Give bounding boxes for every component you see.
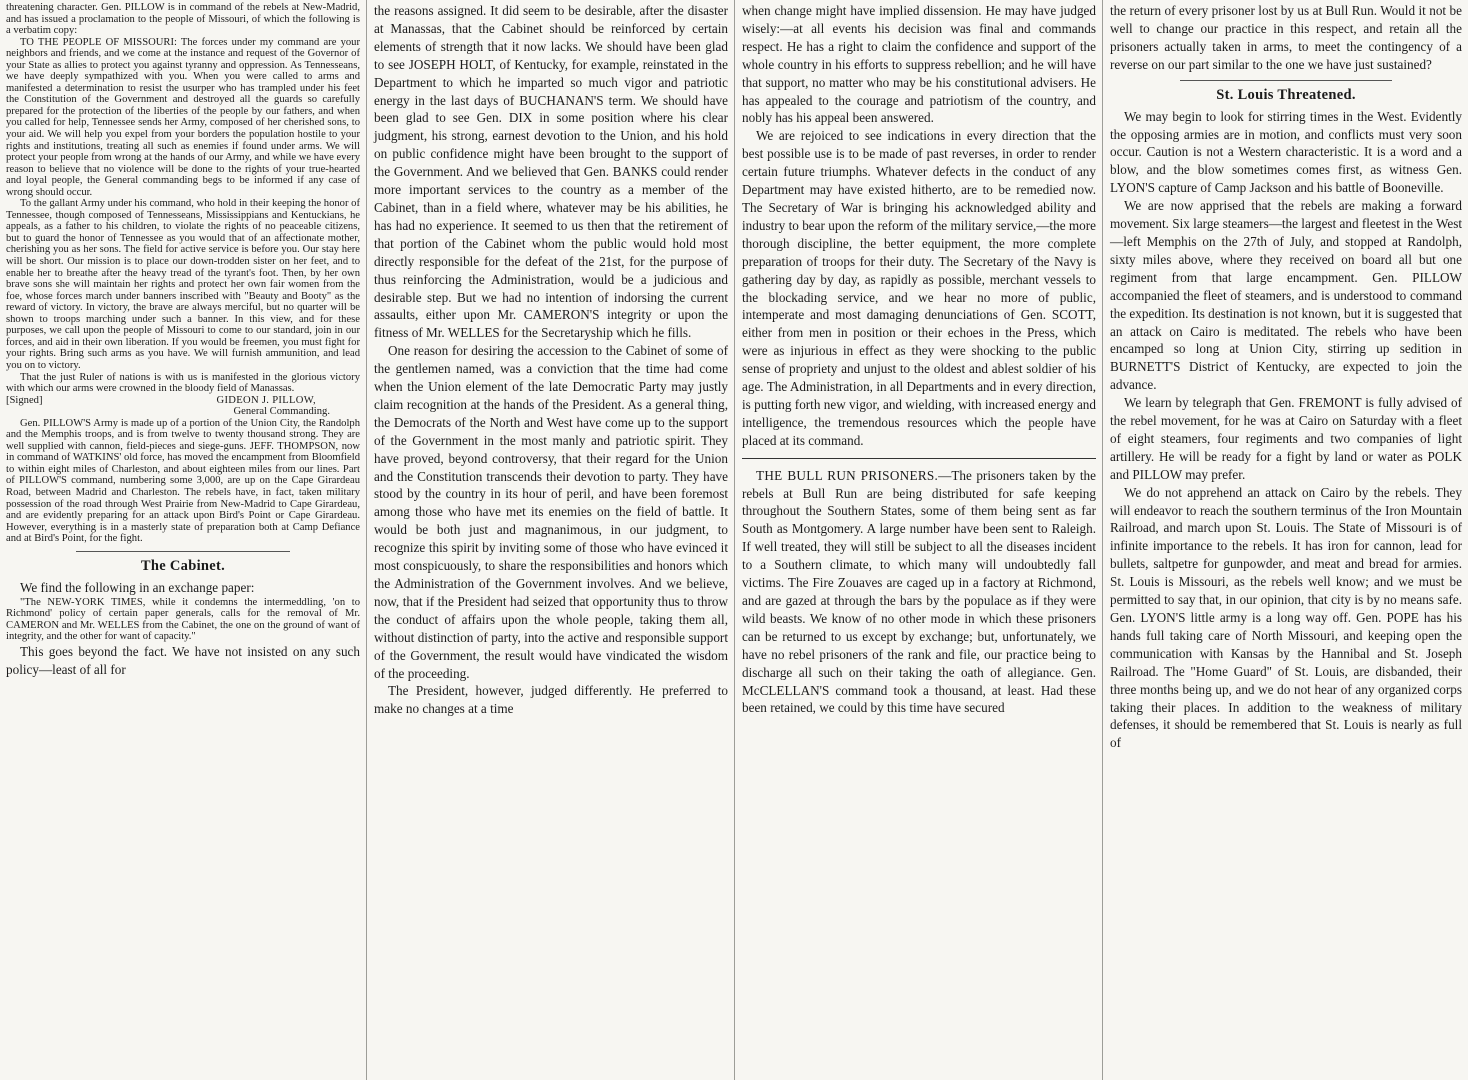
cabinet-continued-paragraph-1: the reasons assigned. It did seem to be desirable, after the disaster at Manassas, that the Cabinet should be reinforced by certain elements of strength that it now lacks. We should have been glad to see JOSEPH HOLT, of Kentucky, for example, reinstated in the Department to which he imparted so much vigor and patriotic energy in the last days of BUCHANAN'S term. We should have been glad to see Gen. DIX in some position where his clear judgment, his strong, earnest devotion to the Union, and his hold on public confidence might have been brought to the support of the Government. And we believed that Gen. BANKS could render more important services to the country as a member of the Cabinet, than in a field where, whatever may be his abilities, he has had no experience. It seemed to us then that the retirement of that portion of the Cabinet whom the public would hold most directly responsible for the defeat of the 21st, for the purpose of thus reinforcing the Administration, would be a judicious and desirable step. But we had no intention of indorsing the current assaults, either upon Mr. CAMERON'S integrity or upon the fitness of Mr. WELLES for the Secretaryship which he fills. [374,3,728,341]
st-louis-paragraph-4: We do not apprehend an attack on Cairo by the rebels. They will endeavor to reach the southern terminus of the Iron Mountain Railroad, and march upon St. Louis. The State of Missouri is of infinite importance to the rebels. It has iron for cannon, lead for bullets, saltpetre for gunpowder, and meat and bread for armies. St. Louis is Missouri, as the rebels well know; and we must be permitted to say that, in our opinion, that city is by no means safe. Gen. LYON'S little army is a long way off. Gen. POPE has his hands full taking care of North Missouri, and keeping open the communication with Kansas by the Hannibal and St. Joseph Railroad. The "Home Guard" of St. Louis, are disbanded, their three months being up, and we do not hear of any organized corps taking their places. In addition to the weakness of military defenses, it should be remembered that St. Louis is nearly as full of [1110,484,1462,751]
cabinet-heading: The Cabinet. [140,557,226,574]
cabinet-continued-paragraph-3: The President, however, judged differently. He preferred to make no changes at a time [374,683,728,717]
proclamation-paragraph-2: To the gallant Army under his command, who hold in their keeping the honor of Tennessee, though composed of Tennesseans, Mississippians and Kentuckians, he appeals, as a father to his children, to violate the rights of no peaceable citizens, but to guard the honor of Tennessee as you would that of an affectionate mother, cherishing you as her sons. The field for active service is before you. Our stay here will be short. Our mission is to place our down-trodden sister on her feet, and to enable her to breathe after the heavy tread of the tyrant's foot. Then, by her own brave sons she will maintain her rights and protect her own fair women from the foe, whose forces march under banners inscribed with "Beauty and Booty" as the reward of victory. In victory, the brave are always merciful, but no quarter will be shown to troops marching under such a banner. In this view, and for these purposes, we call upon the people of Missouri to come to our standard, join in our forces, and aid in their own liberation. If you would be freemen, you must fight for your rights. Bring such arms as you have. We will furnish ammunition, and lead you on to victory. [6,198,360,371]
proclamation-paragraph-1: TO THE PEOPLE OF MISSOURI: The forces under my command are your neighbors and friends, and we come at the instance and request of the Governor of your State as allies to protect you against tyranny and oppression. As Tennesseans, we have deeply sympathized with you. When you were called to arms and manifested a determination to resist the usurper who has trampled under his feet the Constitution of the Government and destroyed all the guards so carefully prepared for the protection of the liberties of the people by our fathers, and when you called for help, Tennessee sends her Army, composed of her cherished sons, to your aid. We will help you expel from your borders the population hostile to your rights and institutions, treating all such as enemies if found under arms. We will protect your people from wrong at the hands of our Army, and while we have every reason to believe that no violence will be done to the rights of your true-hearted and loyal people, the General commanding begs to be informed if any case of wrong should occur. [6,36,360,198]
column-3 [736,0,1102,1080]
st-louis-paragraph-1: We may begin to look for stirring times in the West. Evidently the opposing armies are in motion, and conflicts must very soon occur. Caution is not a Western characteristic. It is a word and a blow, and the blow sometimes comes first, as witness Gen. LYON'S capture of Camp Jackson and his battle of Booneville. [1110,108,1462,196]
bull-run-prisoners-lead: THE BULL RUN PRISONERS. [756,467,939,483]
intro-paragraph: threatening character. Gen. PILLOW is in command of the rebels at New-Madrid, and has issued a proclamation to the people of Missouri, of which the following is a verbatim copy: [6,2,360,37]
column-rule [366,0,367,1080]
column-rule [734,0,735,1080]
column-4 [1104,0,1468,1080]
cabinet-continued-paragraph-5: We are rejoiced to see indications in every direction that the best possible use is to be made of past reverses, in order to render certain future triumphs. Whatever defects in the conduct of any Department may have existed hitherto, are to be remedied now. The Secretary of War is bringing his acknowledged ability and industry to bear upon the reform of the military service,—the more thorough discipline, the better equipment, the more complete preparation of troops for their duty. The Secretary of the Navy is gathering day by day, as rapidly as possible, merchant vessels to the blockading service, and we hear no more of public, intemperate and most damaging denunciations of Gen. SCOTT, either from men in position or their echoes in the Press, which were as injurious in effect as they were shocking to the public sense of propriety and unjust to the oldest and ablest soldier of his age. The Administration, in all Departments and in every direction, is putting forth new vigor, and wielding, with increased energy and intelligence, the tremendous resources which the people have placed at its command. [742,128,1096,448]
section-divider [742,458,1096,459]
bull-run-prisoners-paragraph [742,467,1096,718]
prisoners-continued-paragraph: the return of every prisoner lost by us at Bull Run. Would it not be well to change our practice in this respect, and retain all the prisoners actually taken in arms, to meet the contingency of a reverse on our part similar to the one we have just sustained? [1110,3,1462,72]
st-louis-paragraph-3: We learn by telegraph that Gen. FREMONT is fully advised of the rebel movement, for he was at Cairo on Saturday with a fleet of eight steamers, four regiments and two companies of light artillery. He will be ready for a fight by land or water as POLK and PILLOW may prefer. [1110,395,1462,482]
cabinet-quote: "The NEW-YORK TIMES, while it condemns the intermeddling, 'on to Richmond' policy of certain paper generals, calls for the removal of Mr. CAMERON and Mr. WELLES from the Cabinet, the one on the ground of want of integrity, and the other for want of capacity." [6,596,360,643]
signature-block [6,395,360,407]
cabinet-paragraph-2: This goes beyond the fact. We have not insisted on any such policy—least of all for [6,643,360,677]
signed-title: General Commanding. [233,406,330,418]
cabinet-paragraph-1: We find the following in an exchange paper: [20,579,255,595]
st-louis-paragraph-2: We are now apprised that the rebels are making a forward movement. Six large steamers—the largest and fleetest in the West—left Memphis on the 27th of July, and stopped at Randolph, sixty miles above, where they received on board all but one regiment from that large encampment. Gen. PILLOW accompanied the fleet of steamers, and is understood to command the expedition. Its destination is not known, but it is suggested that an attack on Cairo is meditated. The rebels who have been encamped so long at Union City, stirring up sedition in BURNETT'S District of Kentucky, are expected to join the advance. [1110,198,1462,393]
column-1 [0,0,366,1080]
cabinet-continued-paragraph-2: One reason for desiring the accession to the Cabinet of some of the gentlemen named, was a conviction that the time had come when the Union element of the late Democratic Party may justly claim recognition at the hands of the President. As a general thing, the Democrats of the North and West have come up to the support of the Government in the most manly and patriotic spirit. They have proved, beyond controversy, that their regard for the Union and the Constitution transcends their devotion to party. They have stood by the country in its hour of peril, and have been foremost among those who have met its enemies on the field of battle. It would be both just and magnanimous, in our judgment, to recognize this spirit by inviting some of those who have evinced it most conspicuously, to share the responsibilities and honors which the Administration of the Government involves. And we believe, now, that if the President had seized that opportunity thus to throw the conduct of affairs upon the whole people, taking them all, without distinction of party, into the active and responsible support of the Government, the result would have vindicated the wisdom of the proceeding. [374,343,728,681]
column-rule [1102,0,1103,1080]
signed-label: [Signed] [6,394,43,406]
army-paragraph: Gen. PILLOW'S Army is made up of a portion of the Union City, the Randolph and the Memphis troops, and is from twelve to twenty thousand strong. They are well supplied with cannon, field-pieces and siege-guns. JEFF. THOMPSON, now in command of WATKINS' old force, has moved the encampment from Bloomfield to within eight miles of Charleston, and about eighteen miles from our lines. Part of PILLOW'S command, numbering some 3,000, are up on the Cape Girardeau Road, between Madrid and Charleston. The rebels have, in fact, taken military possession of the road through West Prairie from New-Madrid to Cape Girardeau, and are evidently preparing for an attack upon Bird's Point or Cape Girardeau. However, everything is in a masterly state of preparation both at Camp Defiance and at Bird's Point, for the fight. [6,417,360,545]
st-louis-heading: St. Louis Threatened. [1216,86,1356,103]
signed-name: GIDEON J. PILLOW, [216,394,316,406]
column-2 [368,0,734,1080]
section-divider [1180,80,1392,81]
section-divider [76,551,290,552]
proclamation-paragraph-3: That the just Ruler of nations is with us is manifested in the glorious victory with which our arms were crowned in the bloody field of Manassas. [6,371,360,395]
bull-run-prisoners-text: —The prisoners taken by the rebels at Bull Run are being distributed for safe keeping throughout the Southern States, some of them being sent as far South as Montgomery. A large number have been sent to Raleigh. If well treated, they will still be subject to all the diseases incident to a Southern climate, to which many will undoubtedly fall victims. The Fire Zouaves are caged up in a factory at Richmond, and are gazed at through the bars by the populace as if they were wild beasts. We know of no other mode in which these prisoners can be returned to us except by exchange; but, unfortunately, we have no rebel prisoners of the rank and file, our practice being to discharge all such on their taking the oath of allegiance. Gen. McCLELLAN'S command took a thousand, at least. Had these been retained, we could by this time have secured [742,467,1096,716]
cabinet-continued-paragraph-4: when change might have implied dissension. He may have judged wisely:—at all events his decision was final and commands respect. He has a right to claim the confidence and support of the whole country in his efforts to suppress rebellion; and he will have that support, no matter who may be his constitutional advisers. He has appealed to the courage and patriotism of the country, and nobly has his appeal been answered. [742,3,1096,126]
